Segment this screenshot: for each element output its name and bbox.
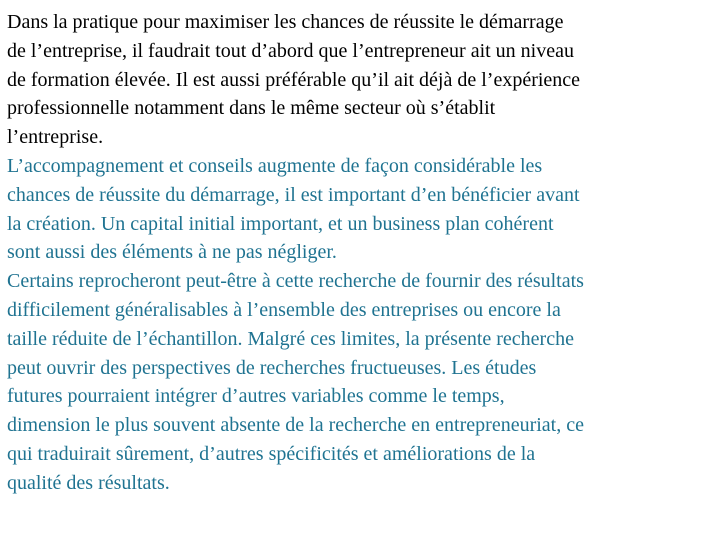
text-line: difficilement généralisables à l’ensemble des entreprises ou encore la xyxy=(7,298,561,321)
text-line: sont aussi des éléments à ne pas négliger. xyxy=(7,241,337,264)
text-line: L’accompagnement et conseils augmente de façon considérable les xyxy=(7,154,543,177)
text-line: Dans la pratique pour maximiser les chances de réussite le démarrage xyxy=(7,11,564,33)
text-line: Certains reprocheront peut-être à cette recherche de fournir des résultats xyxy=(7,270,584,293)
paragraph-limitations xyxy=(7,267,710,497)
text-line: chances de réussite du démarrage, il est important d’en bénéficier avant xyxy=(7,183,580,206)
text-line: futures pourraient intégrer d’autres variables comme le temps, xyxy=(7,385,505,408)
text-line: l’entreprise. xyxy=(7,126,104,149)
text-line: de l’entreprise, il faudrait tout d’abord que l’entrepreneur ait un niveau xyxy=(7,39,574,62)
text-line: professionnelle notamment dans le même secteur où s’établit xyxy=(7,97,496,120)
text-line: la création. Un capital initial important, et un business plan cohérent xyxy=(7,212,554,235)
paragraph-accompaniment xyxy=(7,152,710,267)
text-line: peut ouvrir des perspectives de recherches fructueuses. Les études xyxy=(7,356,537,379)
text-body xyxy=(7,8,710,498)
paragraph-recommendations xyxy=(7,8,710,152)
text-line: taille réduite de l’échantillon. Malgré ces limites, la présente recherche xyxy=(7,327,574,350)
text-line: qualité des résultats. xyxy=(7,471,170,494)
text-line: dimension le plus souvent absente de la recherche en entrepreneuriat, ce xyxy=(7,414,584,437)
text-line: de formation élevée. Il est aussi préférable qu’il ait déjà de l’expérience xyxy=(7,68,581,91)
text-line: qui traduirait sûrement, d’autres spécificités et améliorations de la xyxy=(7,442,536,465)
